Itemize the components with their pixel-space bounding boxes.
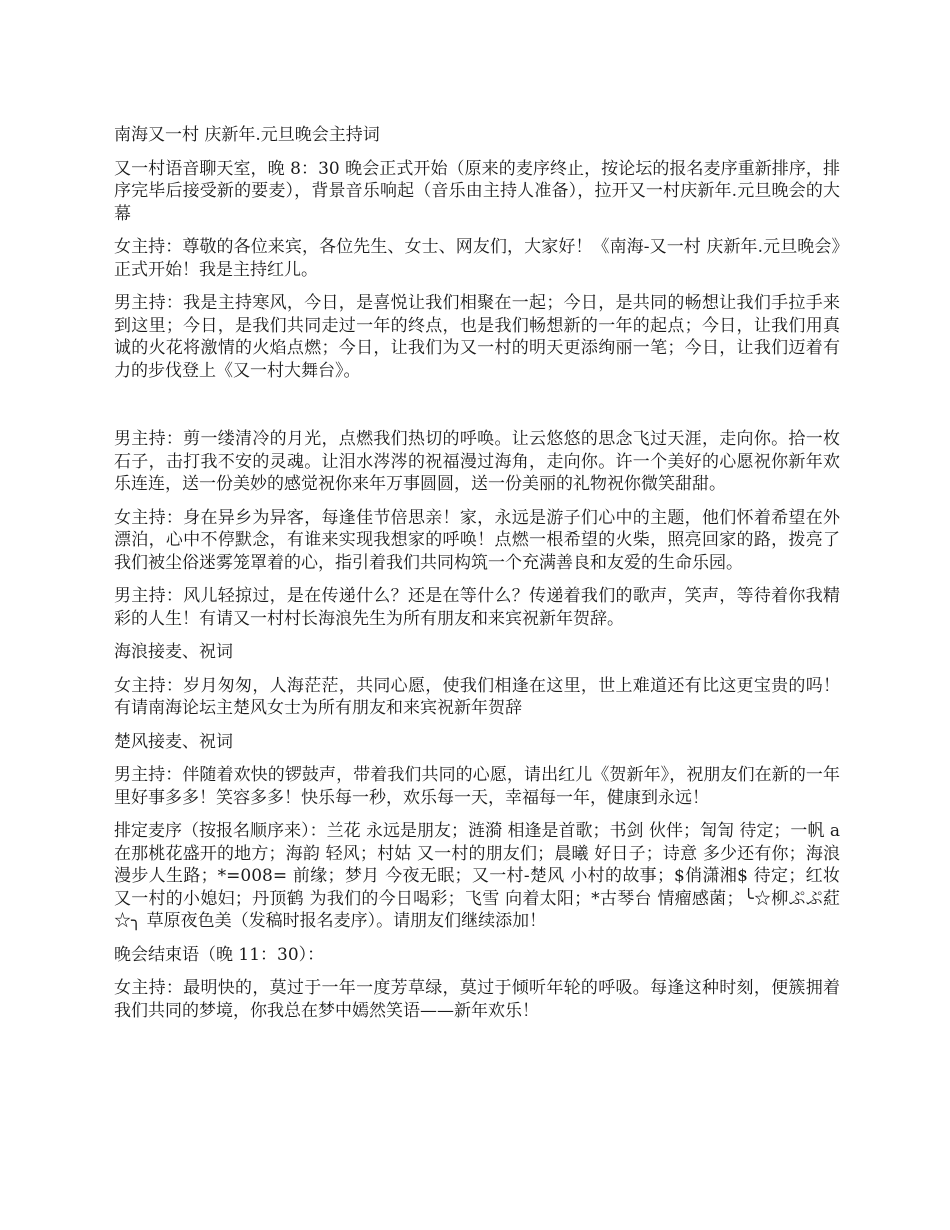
paragraph-female-host-years: 女主持：岁月匆匆，人海茫茫，共同心愿，使我们相逢在这里，世上难道还有比这更宝贵的吗！有请南海论坛主楚风女士为所有朋友和来宾祝新年贺辞 xyxy=(114,675,840,718)
document-title: 南海又一村 庆新年.元旦晚会主持词 xyxy=(114,125,380,145)
paragraph-male-host-breeze: 男主持：风儿轻掠过，是在传递什么？还是在等什么？传递着我们的歌声，笑声，等待着你我精彩的人生！有请又一村村长海浪先生为所有朋友和来宾祝新年贺辞。 xyxy=(114,586,840,629)
paragraph-female-host-closing: 女主持：最明快的，莫过于一年一度芳草绿，莫过于倾听年轮的呼吸。每逢这种时刻，便簇拥着我们共同的梦境，你我总在梦中嫣然笑语——新年欢乐！ xyxy=(114,978,840,1021)
section-spacer xyxy=(114,393,840,428)
document-body xyxy=(114,124,840,1033)
paragraph-female-host-homesick: 女主持：身在异乡为异客，每逢佳节倍思亲！家，永远是游子们心中的主题，他们怀着希望在外漂泊，心中不停默念，有谁来实现我想家的呼唤！点燃一根希望的火柴，照亮回家的路，拨亮了我们被尘俗迷雾笼罩着的心，指引着我们共同构筑一个充满善良和友爱的生命乐园。 xyxy=(114,507,840,573)
paragraph-female-host-opening: 女主持：尊敬的各位来宾，各位先生、女士、网友们，大家好！《南海-又一村 庆新年.元旦晚会》正式开始！我是主持红儿。 xyxy=(114,237,840,280)
paragraph-male-host-drums: 男主持：伴随着欢快的锣鼓声，带着我们共同的心愿，请出红儿《贺新年》，祝朋友们在新的一年里好事多多！笑容多多！快乐每一秒，欢乐每一天，幸福每一年，健康到永远！ xyxy=(114,765,840,808)
paragraph-mic-order: 排定麦序（按报名顺序来）：兰花 永远是朋友；涟漪 相逢是首歌；书剑 伙伴；訇訇 待定；一帆 a 在那桃花盛开的地方；海韵 轻风；村姑 又一村的朋友们；晨曦 好日子；诗意 多少还有你；海浪 漫步人生路；*=008= 前缘；梦月 今夜无眠；又一村-楚风 小村的故事；$俏潇湘$ 待定；红妆 又一村的小媳妇；丹顶鹤 为我们的今日喝彩；飞雪 向着太阳；*古琴台 情瘤感菌；╰☆柳ぷぷ葒☆╮ 草原夜色美（发稿时报名麦序）。请朋友们继续添加！ xyxy=(114,821,840,931)
paragraph-hailang-speech: 海浪接麦、祝词 xyxy=(114,642,233,662)
paragraph-closing-heading: 晚会结束语（晚 11：30）： xyxy=(114,944,325,965)
paragraph-male-host-opening: 男主持：我是主持寒风，今日，是喜悦让我们相聚在一起；今日，是共同的畅想让我们手拉手来到这里；今日，是我们共同走过一年的终点，也是我们畅想新的一年的起点；今日，让我们用真诚的火花将激情的火焰点燃；今日，让我们为又一村的明天更添绚丽一笔；今日，让我们迈着有力的步伐登上《又一村大舞台》。 xyxy=(114,293,840,381)
paragraph-intro: 又一村语音聊天室，晚 8：30 晚会正式开始（原来的麦序终止，按论坛的报名麦序重新排序，排序完毕后接受新的要麦），背景音乐响起（音乐由主持人准备），拉开又一村庆新年.元旦晚会的大幕 xyxy=(114,158,840,224)
paragraph-chufeng-speech: 楚风接麦、祝词 xyxy=(114,731,233,752)
paragraph-male-host-moonlight: 男主持：剪一缕清冷的月光，点燃我们热切的呼唤。让云悠悠的思念飞过天涯，走向你。拾一枚石子，击打我不安的灵魂。让泪水涔涔的祝福漫过海角，走向你。许一个美好的心愿祝你新年欢乐连连，送一份美妙的感觉祝你来年万事圆圆，送一份美丽的礼物祝你微笑甜甜。 xyxy=(114,429,840,494)
